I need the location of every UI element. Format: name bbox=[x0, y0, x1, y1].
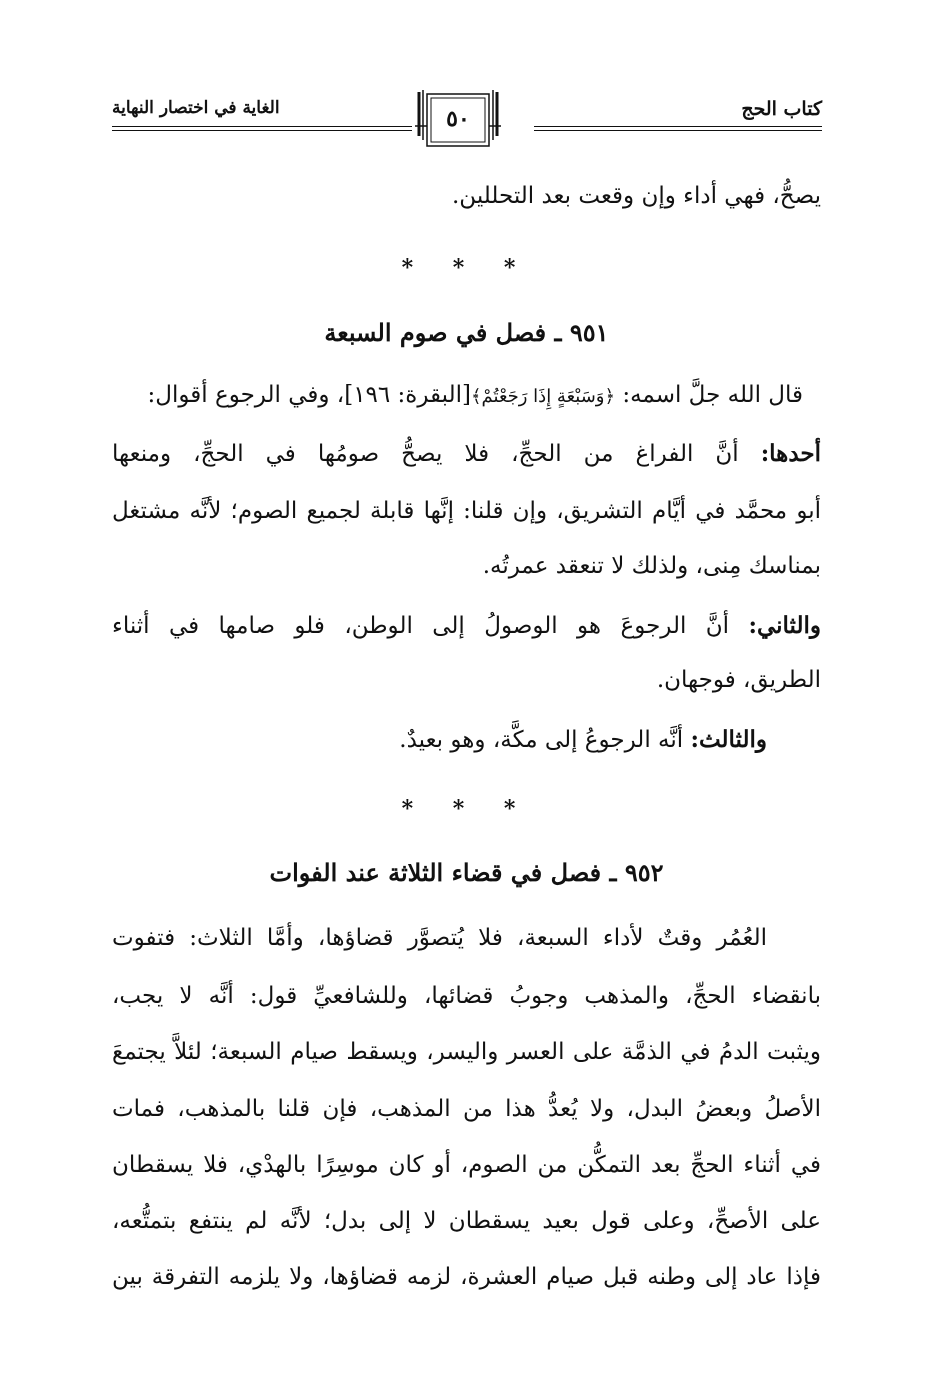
text-line-3 bbox=[112, 440, 821, 469]
text-line-1: يصحُّ، فهي أداء وإن وقعت بعد التحللين. bbox=[452, 183, 821, 209]
text-line-2 bbox=[148, 382, 803, 410]
opinion-2-text: أنَّ الرجوعَ هو الوصولُ إلى الوطن، فلو صامها في أثناء bbox=[112, 613, 749, 639]
text-line-6 bbox=[112, 612, 821, 641]
text-line-15: فإذا عاد إلى وطنه قبل صيام العشرة، لزمه قضاؤها، ولا يلزمه التفرقة بين bbox=[112, 1264, 821, 1290]
page-number-frame bbox=[415, 88, 501, 148]
text-line-4: أبو محمَّد في أيَّام التشريق، وإن قلنا: إنَّها قابلة لجميع الصوم؛ لأنَّه مشتغل bbox=[112, 498, 821, 524]
text-line-14: على الأصحِّ، وعلى قول بعيد يسقطان لا إلى بدل؛ لأنَّه لم ينتفع بتمتُّعه، bbox=[112, 1208, 821, 1234]
running-header bbox=[112, 92, 822, 132]
text-line-2-citation: [البقرة: ١٩٦]، وفي الرجوع أقوال: bbox=[147, 382, 471, 408]
text-line-11: ويثبت الدمُ في الذمَّة على العسر واليسر، ويسقط صيام السبعة؛ لئلاَّ يجتمعَ bbox=[112, 1039, 821, 1065]
section-separator-1: * * * bbox=[401, 255, 532, 281]
header-rule-left-thin bbox=[112, 130, 412, 131]
header-rule-right bbox=[534, 126, 822, 127]
work-title: الغاية في اختصار النهاية bbox=[112, 98, 280, 118]
text-line-9: العُمُر وقتٌ لأداء السبعة، فلا يُتصوَّر قضاؤها، وأمَّا الثلاث: فتفوت bbox=[112, 925, 767, 951]
section-heading-951: ٩٥١ ـ فصل في صوم السبعة bbox=[324, 318, 609, 347]
header-rule-left bbox=[112, 126, 412, 127]
opinion-1-label: أحدها: bbox=[760, 440, 821, 467]
text-line-5: بمناسك مِنى، ولذلك لا تنعقد عمرتُه. bbox=[482, 553, 821, 579]
opinion-2-label: والثاني: bbox=[748, 612, 821, 639]
section-heading-952: ٩٥٢ ـ فصل في قضاء الثلاثة عند الفوات bbox=[269, 858, 664, 887]
header-rule-right-thin bbox=[534, 130, 822, 131]
quran-quote: ﴿وَسَبْعَةٍ إِذَا رَجَعْتُمْ﴾ bbox=[471, 386, 616, 407]
text-line-12: الأصلُ وبعضُ البدل، ولا يُعدُّ هذا من المذهب، فإن قلنا بالمذهب، فمات bbox=[112, 1096, 821, 1122]
text-line-8 bbox=[399, 726, 767, 755]
section-separator-2: * * * bbox=[401, 796, 532, 822]
opinion-1-text: أنَّ الفراغ من الحجِّ، فلا يصحُّ صومُها في الحجِّ، ومنعها bbox=[112, 441, 761, 467]
text-line-13: في أثناء الحجِّ بعد التمكُّن من الصوم، أو كان موسِرًا بالهدْي، فلا يسقطان bbox=[112, 1152, 821, 1178]
text-line-2-intro: قال الله جلَّ اسمه: bbox=[615, 382, 803, 408]
opinion-3-label: والثالث: bbox=[690, 726, 767, 753]
opinion-3-text: أنَّه الرجوعُ إلى مكَّة، وهو بعيدٌ. bbox=[399, 727, 691, 753]
page-number: ٥٠ bbox=[446, 106, 470, 132]
book-title: كتاب الحج bbox=[741, 98, 822, 120]
text-line-10: بانقضاء الحجِّ، والمذهب وجوبُ قضائها، وللشافعيِّ قول: أنَّه لا يجب، bbox=[112, 983, 821, 1009]
text-line-7: الطريق، فوجهان. bbox=[656, 667, 821, 693]
